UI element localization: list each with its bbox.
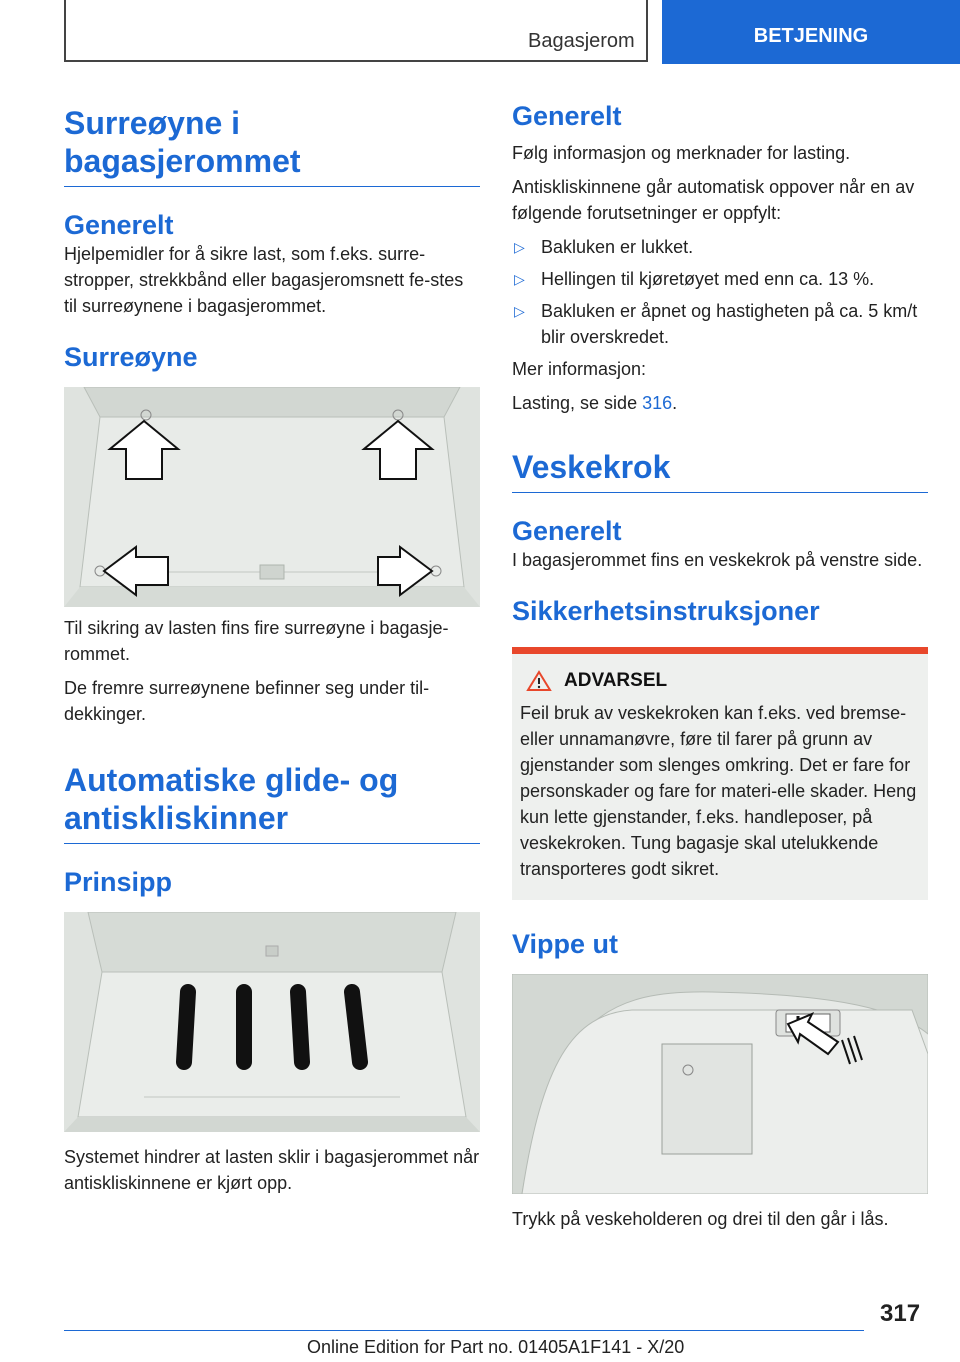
list-item: ▷ Hellingen til kjøretøyet med enn ca. 13 %. [512, 266, 928, 292]
figure-bag-hook [512, 974, 928, 1194]
list-item: ▷ Bakluken er åpnet og hastigheten på ca. 5 km/t blir overskredet. [512, 298, 928, 350]
page-link-316[interactable]: 316 [642, 393, 673, 413]
title-surreoyne: Surreøyne i bagasjerommet [64, 104, 480, 187]
header-chapter-tab: BETJENING [662, 0, 960, 64]
heading-vippe-ut: Vippe ut [512, 929, 619, 959]
title-veskekrok: Veskekrok [512, 448, 928, 493]
heading-sikkerhet: Sikkerhetsinstruksjoner [512, 596, 820, 626]
triangle-bullet-icon: ▷ [514, 271, 525, 287]
anti-slip-rails-illustration [64, 912, 480, 1132]
heading-generelt-right: Generelt [512, 101, 622, 131]
text-surreoyne-1: Til sikring av lasten fins fire surreøyne i bagasje-rommet. [64, 618, 449, 664]
triangle-bullet-icon: ▷ [514, 303, 525, 319]
triangle-bullet-icon: ▷ [514, 239, 525, 255]
figure-anti-slip-rails [64, 912, 480, 1132]
text-prinsipp: Systemet hindrer at lasten sklir i bagasjerommet når antiskliskinnene er kjørt opp. [64, 1147, 480, 1193]
title-glideskinner: Automatiske glide- og antiskliskinner [64, 761, 480, 844]
figure-lashing-eyes [64, 387, 480, 607]
lashing-eyes-illustration [64, 387, 480, 607]
text-antiskli-conditions: Antiskliskinnene går automatisk oppover når en av følgende forutsetninger er oppfylt: [512, 177, 915, 223]
page-number: 317 [880, 1300, 921, 1327]
text-surreoyne-2: De fremre surreøynene befinner seg under til-dekkinger. [64, 678, 430, 724]
warning-bar [512, 647, 928, 654]
text-mer-informasjon: Mer informasjon: [512, 359, 647, 379]
footer-edition: Online Edition for Part no. 01405A1F141 - X/20 [307, 1337, 685, 1357]
heading-generelt-veske: Generelt [512, 516, 622, 546]
footer-divider [64, 1330, 864, 1331]
header-section-title: Bagasjerom [528, 30, 635, 52]
text-lasting-info: Følg informasjon og merknader for lasting. [512, 143, 851, 163]
left-column [64, 104, 480, 1196]
warning-triangle-icon [526, 670, 552, 692]
list-item: ▷ Bakluken er lukket. [512, 234, 928, 260]
right-column [512, 100, 928, 1232]
heading-prinsipp: Prinsipp [64, 867, 173, 897]
text-generelt: Hjelpemidler for å sikre last, som f.eks. surre-stropper, strekkbånd eller bagasjeromsnett fe-stes til surreøynene i bagasjerommet. [64, 244, 464, 316]
heading-surreoyne: Surreøyne [64, 342, 198, 372]
bag-hook-illustration [512, 974, 928, 1194]
warning-text: Feil bruk av veskekroken kan f.eks. ved bremse- eller unnamanøvre, føre til farer på grunn av gjenstander som slenges omkring. Det er fare for personskader og fare for materi-elle skader. Heng kun lette gjenstander, f.eks. handleposer, på veskekroken. Tung bagasje skal utelukkende transporteres godt sikret. [520, 703, 917, 879]
text-vippe-ut: Trykk på veskeholderen og drei til den går i lås. [512, 1209, 889, 1229]
warning-title: ADVARSEL [564, 670, 668, 691]
conditions-list [512, 234, 928, 350]
warning-box [512, 654, 928, 900]
heading-generelt: Generelt [64, 210, 174, 240]
text-veskekrok: I bagasjerommet fins en veskekrok på venstre side. [512, 550, 923, 570]
warning-header [520, 670, 920, 692]
text-lasting-reference: Lasting, se side 316. [512, 393, 678, 413]
